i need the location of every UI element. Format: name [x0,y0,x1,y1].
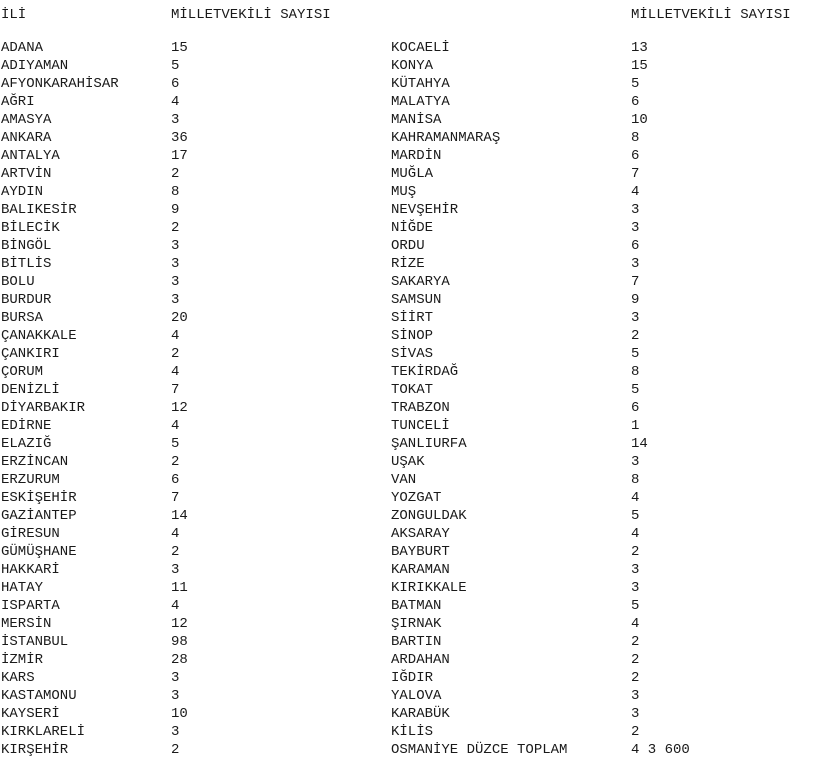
deputy-count: 5 [631,508,640,524]
province-name: HATAY [1,580,44,596]
deputy-count: 3 [171,274,180,290]
province-name: AYDIN [1,184,44,200]
province-name: KIRKLARELİ [1,724,86,740]
province-name: KOCAELİ [391,40,450,56]
deputy-count: 2 [171,544,180,560]
province-name: GÜMÜŞHANE [1,544,77,560]
deputy-count: 15 [171,40,188,56]
province-name: ŞANLIURFA [391,436,467,452]
province-name: KARAMAN [391,562,450,578]
deputy-count: 10 [631,112,648,128]
province-name: ERZURUM [1,472,60,488]
deputy-count: 5 [171,436,180,452]
deputy-count: 9 [631,292,640,308]
deputy-count: 11 [171,580,188,596]
deputy-count: 4 [631,184,640,200]
province-name: İSTANBUL [1,634,69,650]
province-name: OSMANİYE DÜZCE TOPLAM [391,742,568,758]
province-name: SİVAS [391,346,434,362]
province-name: MANİSA [391,112,442,128]
deputy-count: 3 [631,580,640,596]
province-name: YOZGAT [391,490,442,506]
province-name: ÇANKIRI [1,346,60,362]
deputy-count: 8 [631,364,640,380]
province-name: MALATYA [391,94,450,110]
deputy-count: 3 [631,256,640,272]
province-name: KASTAMONU [1,688,77,704]
deputy-count: 12 [171,400,188,416]
deputy-count: 2 [631,634,640,650]
deputy-count: 12 [171,616,188,632]
province-name: YALOVA [391,688,442,704]
deputy-count: 6 [171,472,180,488]
province-name: ANTALYA [1,148,60,164]
deputy-count: 2 [171,454,180,470]
province-name: EDİRNE [1,418,52,434]
deputy-count: 4 [631,526,640,542]
deputy-count: 8 [631,472,640,488]
deputy-count: 4 [631,616,640,632]
province-name: DENİZLİ [1,382,60,398]
deputy-count: 3 [631,706,640,722]
province-name: AĞRI [1,94,35,110]
deputy-count: 9 [171,202,180,218]
header-count-left: MİLLETVEKİLİ SAYISI [171,7,331,23]
province-name: GİRESUN [1,526,60,542]
deputy-count: 98 [171,634,188,650]
deputy-count: 5 [631,346,640,362]
deputy-count: 4 [631,490,640,506]
deputy-count: 3 [631,688,640,704]
province-name: BATMAN [391,598,442,614]
province-name: TOKAT [391,382,434,398]
header-il: İLİ [1,7,27,23]
province-name: TEKİRDAĞ [391,364,459,380]
province-name: KAYSERİ [1,706,60,722]
deputy-count: 8 [631,130,640,146]
province-name: ÇANAKKALE [1,328,77,344]
province-name: ADANA [1,40,44,56]
province-name: ZONGULDAK [391,508,467,524]
deputy-count: 4 [171,418,180,434]
province-name: KIRŞEHİR [1,742,69,758]
province-name: BİLECİK [1,220,60,236]
deputy-count: 3 [631,562,640,578]
deputy-count: 3 [631,310,640,326]
deputy-count: 4 3 600 [631,742,690,758]
province-name: UŞAK [391,454,425,470]
deputy-count: 2 [631,724,640,740]
province-name: MERSİN [1,616,52,632]
deputy-count: 3 [171,724,180,740]
province-name: BİTLİS [1,256,52,272]
deputy-count: 2 [171,346,180,362]
province-name: BURDUR [1,292,52,308]
deputy-count: 6 [631,238,640,254]
deputy-count: 10 [171,706,188,722]
deputy-count: 3 [171,292,180,308]
deputy-count: 5 [631,382,640,398]
province-name: SAMSUN [391,292,442,308]
province-name: ARTVİN [1,166,52,182]
province-name: KIRIKKALE [391,580,467,596]
deputy-count: 1 [631,418,640,434]
province-name: ESKİŞEHİR [1,490,77,506]
province-name: ŞIRNAK [391,616,442,632]
deputy-count: 3 [171,112,180,128]
deputy-count: 20 [171,310,188,326]
deputy-count: 8 [171,184,180,200]
province-name: TRABZON [391,400,450,416]
deputy-count: 14 [631,436,648,452]
province-name: KÜTAHYA [391,76,450,92]
province-name: BAYBURT [391,544,450,560]
province-name: ISPARTA [1,598,60,614]
deputy-count: 7 [631,274,640,290]
province-name: ERZİNCAN [1,454,69,470]
province-name: TUNCELİ [391,418,450,434]
deputy-count: 4 [171,94,180,110]
deputy-count: 2 [171,742,180,758]
deputy-count: 15 [631,58,648,74]
deputy-count: 28 [171,652,188,668]
province-name: ÇORUM [1,364,44,380]
deputy-count: 2 [171,166,180,182]
province-name: MUĞLA [391,166,434,182]
province-name: VAN [391,472,417,488]
province-name: BOLU [1,274,35,290]
deputy-count: 4 [171,364,180,380]
province-name: BARTIN [391,634,442,650]
province-name: GAZİANTEP [1,508,77,524]
deputy-count: 4 [171,598,180,614]
province-name: ORDU [391,238,425,254]
deputy-count: 2 [631,544,640,560]
deputy-count: 3 [631,220,640,236]
deputy-count: 3 [171,256,180,272]
deputy-count: 17 [171,148,188,164]
province-name: NEVŞEHİR [391,202,459,218]
table-header [0,6,821,24]
province-name: AKSARAY [391,526,450,542]
province-name: BURSA [1,310,44,326]
deputy-count: 3 [631,202,640,218]
deputy-count: 36 [171,130,188,146]
deputy-count: 2 [631,670,640,686]
province-name: AFYONKARAHİSAR [1,76,119,92]
deputy-count: 6 [171,76,180,92]
province-name: DİYARBAKIR [1,400,86,416]
province-name: MARDİN [391,148,442,164]
province-name: KAHRAMANMARAŞ [391,130,501,146]
deputy-count: 3 [631,454,640,470]
deputy-count: 2 [631,652,640,668]
province-name: BİNGÖL [1,238,52,254]
deputy-count: 6 [631,148,640,164]
deputy-count: 4 [171,526,180,542]
deputy-count: 5 [171,58,180,74]
province-name: İZMİR [1,652,44,668]
deputy-count: 2 [171,220,180,236]
deputy-count: 7 [631,166,640,182]
province-name: KARS [1,670,35,686]
deputy-count: 7 [171,490,180,506]
province-name: ELAZIĞ [1,436,52,452]
deputy-count: 2 [631,328,640,344]
province-name: RİZE [391,256,425,272]
province-name: AMASYA [1,112,52,128]
province-name: ARDAHAN [391,652,450,668]
province-name: SAKARYA [391,274,450,290]
province-name: SİNOP [391,328,434,344]
deputy-count: 5 [631,598,640,614]
province-name: HAKKARİ [1,562,60,578]
deputy-count: 3 [171,238,180,254]
deputy-count: 7 [171,382,180,398]
deputy-count: 14 [171,508,188,524]
deputy-count: 3 [171,562,180,578]
province-name: IĞDIR [391,670,434,686]
deputy-count: 6 [631,94,640,110]
deputy-count: 3 [171,670,180,686]
deputy-count: 3 [171,688,180,704]
province-name: KİLİS [391,724,434,740]
deputy-count: 13 [631,40,648,56]
province-name: KONYA [391,58,434,74]
province-name: BALIKESİR [1,202,77,218]
province-name: SİİRT [391,310,434,326]
deputy-count: 4 [171,328,180,344]
province-name: MUŞ [391,184,417,200]
province-name: ANKARA [1,130,52,146]
deputy-count: 5 [631,76,640,92]
header-count-right: MİLLETVEKİLİ SAYISI [631,7,791,23]
province-name: ADIYAMAN [1,58,69,74]
deputy-count: 6 [631,400,640,416]
province-name: KARABÜK [391,706,450,722]
province-name: NİĞDE [391,220,434,236]
